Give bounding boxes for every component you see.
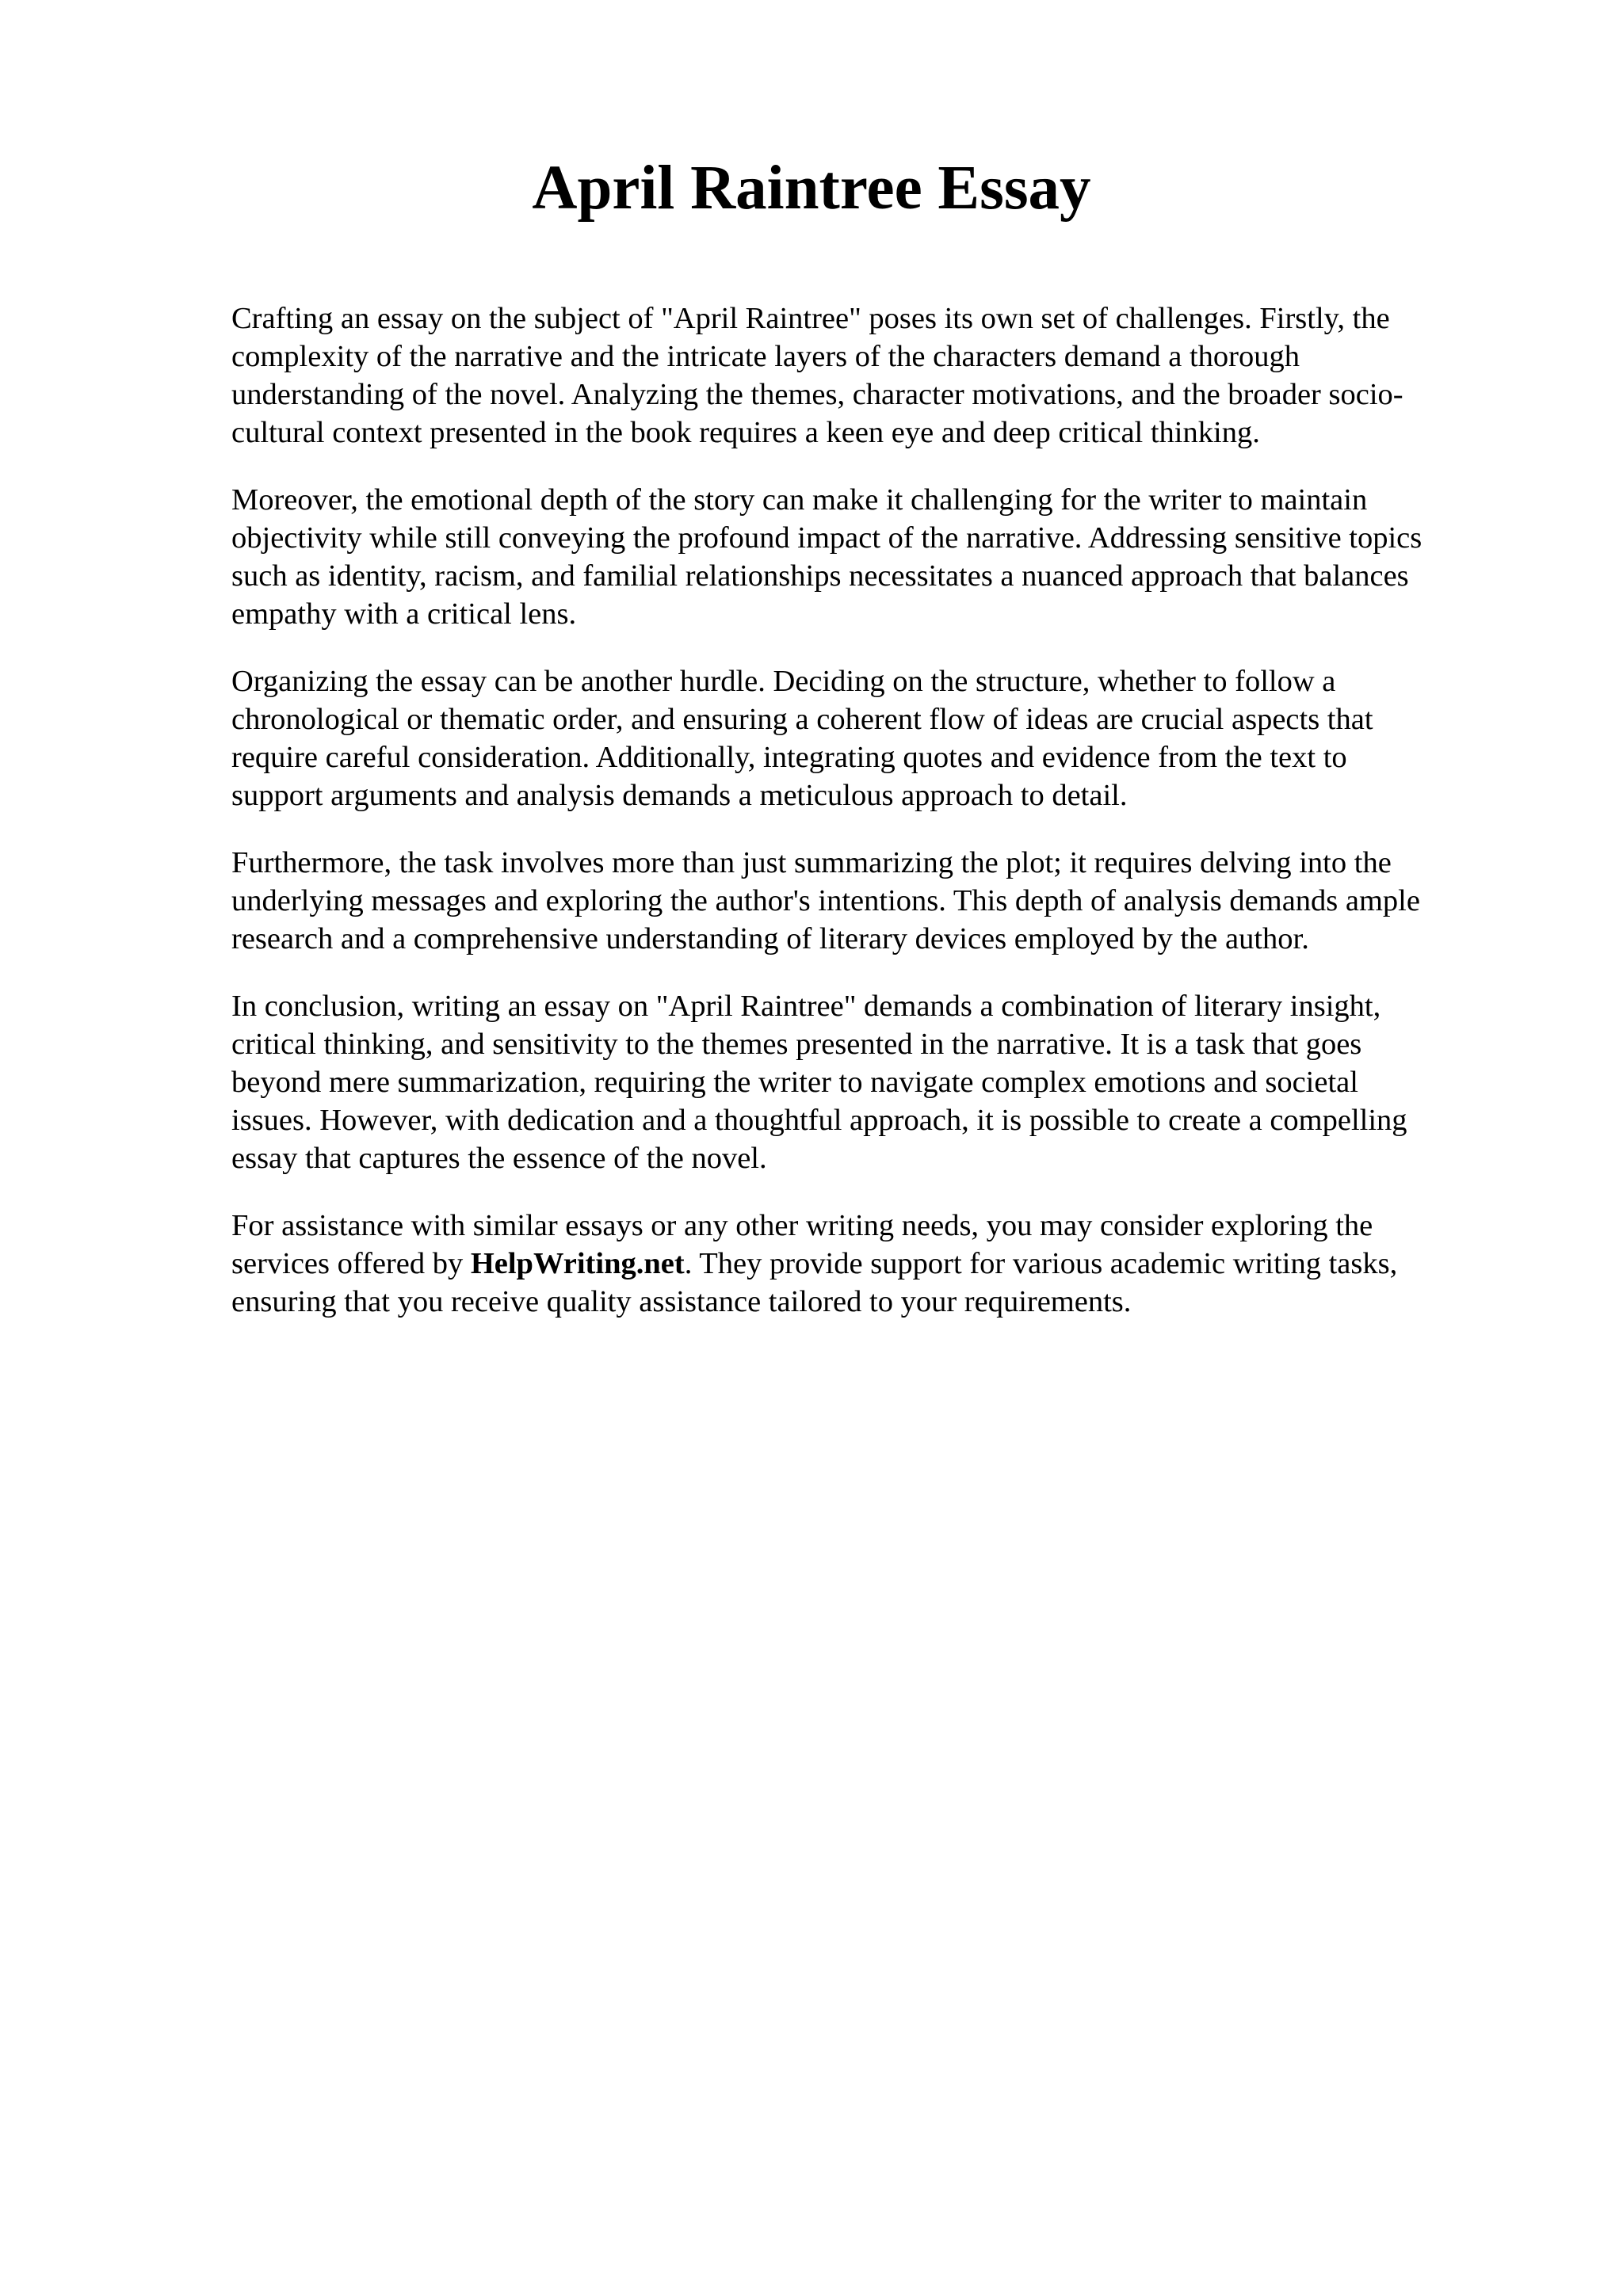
paragraph-3	[231, 662, 1547, 814]
text-line: chronological or thematic order, and ensuring a coherent flow of ideas are crucial aspects that	[231, 703, 1373, 736]
text-line: For assistance with similar essays or any other writing needs, you may consider exploring the	[231, 1209, 1373, 1242]
text-line	[231, 1245, 1547, 1283]
essay-body	[231, 299, 1547, 1350]
text-line: Crafting an essay on the subject of "April Raintree" poses its own set of challenges. Firstly, the	[231, 302, 1390, 335]
text-line: In conclusion, writing an essay on "April Raintree" demands a combination of literary insight,	[231, 990, 1381, 1023]
text-line: require careful consideration. Additionally, integrating quotes and evidence from the text to	[231, 741, 1347, 774]
text-line: issues. However, with dedication and a thoughtful approach, it is possible to create a compelling	[231, 1104, 1407, 1137]
text-line: empathy with a critical lens.	[231, 597, 577, 631]
text-segment: services offered by	[231, 1247, 471, 1280]
closing-paragraph	[231, 1207, 1547, 1321]
text-line: ensuring that you receive quality assistance tailored to your requirements.	[231, 1285, 1132, 1318]
page-title: April Raintree Essay	[532, 154, 1091, 223]
text-line: Furthermore, the task involves more than just summarizing the plot; it requires delving into the	[231, 846, 1392, 879]
text-line: essay that captures the essence of the novel.	[231, 1142, 767, 1175]
text-line: critical thinking, and sensitivity to the themes presented in the narrative. It is a task that goes	[231, 1028, 1362, 1061]
paragraph-2	[231, 481, 1547, 633]
text-line: objectivity while still conveying the profound impact of the narrative. Addressing sensitive topics	[231, 521, 1423, 555]
text-segment: . They provide support for various academic writing tasks,	[684, 1247, 1398, 1280]
text-line: underlying messages and exploring the author's intentions. This depth of analysis demands ample	[231, 884, 1420, 917]
text-line: complexity of the narrative and the intricate layers of the characters demand a thorough	[231, 340, 1300, 373]
text-line: beyond mere summarization, requiring the writer to navigate complex emotions and societal	[231, 1066, 1358, 1099]
text-line: such as identity, racism, and familial relationships necessitates a nuanced approach that balances	[231, 559, 1409, 593]
text-line: Organizing the essay can be another hurdle. Deciding on the structure, whether to follow a	[231, 665, 1336, 698]
text-line: cultural context presented in the book requires a keen eye and deep critical thinking.	[231, 416, 1260, 449]
text-line: support arguments and analysis demands a meticulous approach to detail.	[231, 779, 1128, 812]
helpwriting-link[interactable]: HelpWriting.net	[470, 1247, 685, 1280]
paragraph-5	[231, 987, 1547, 1177]
text-line: research and a comprehensive understanding of literary devices employed by the author.	[231, 922, 1309, 955]
paragraph-4	[231, 844, 1547, 958]
paragraph-1	[231, 299, 1547, 452]
text-line: Moreover, the emotional depth of the story can make it challenging for the writer to maintain	[231, 483, 1368, 517]
text-line: understanding of the novel. Analyzing the themes, character motivations, and the broader socio-	[231, 378, 1403, 411]
